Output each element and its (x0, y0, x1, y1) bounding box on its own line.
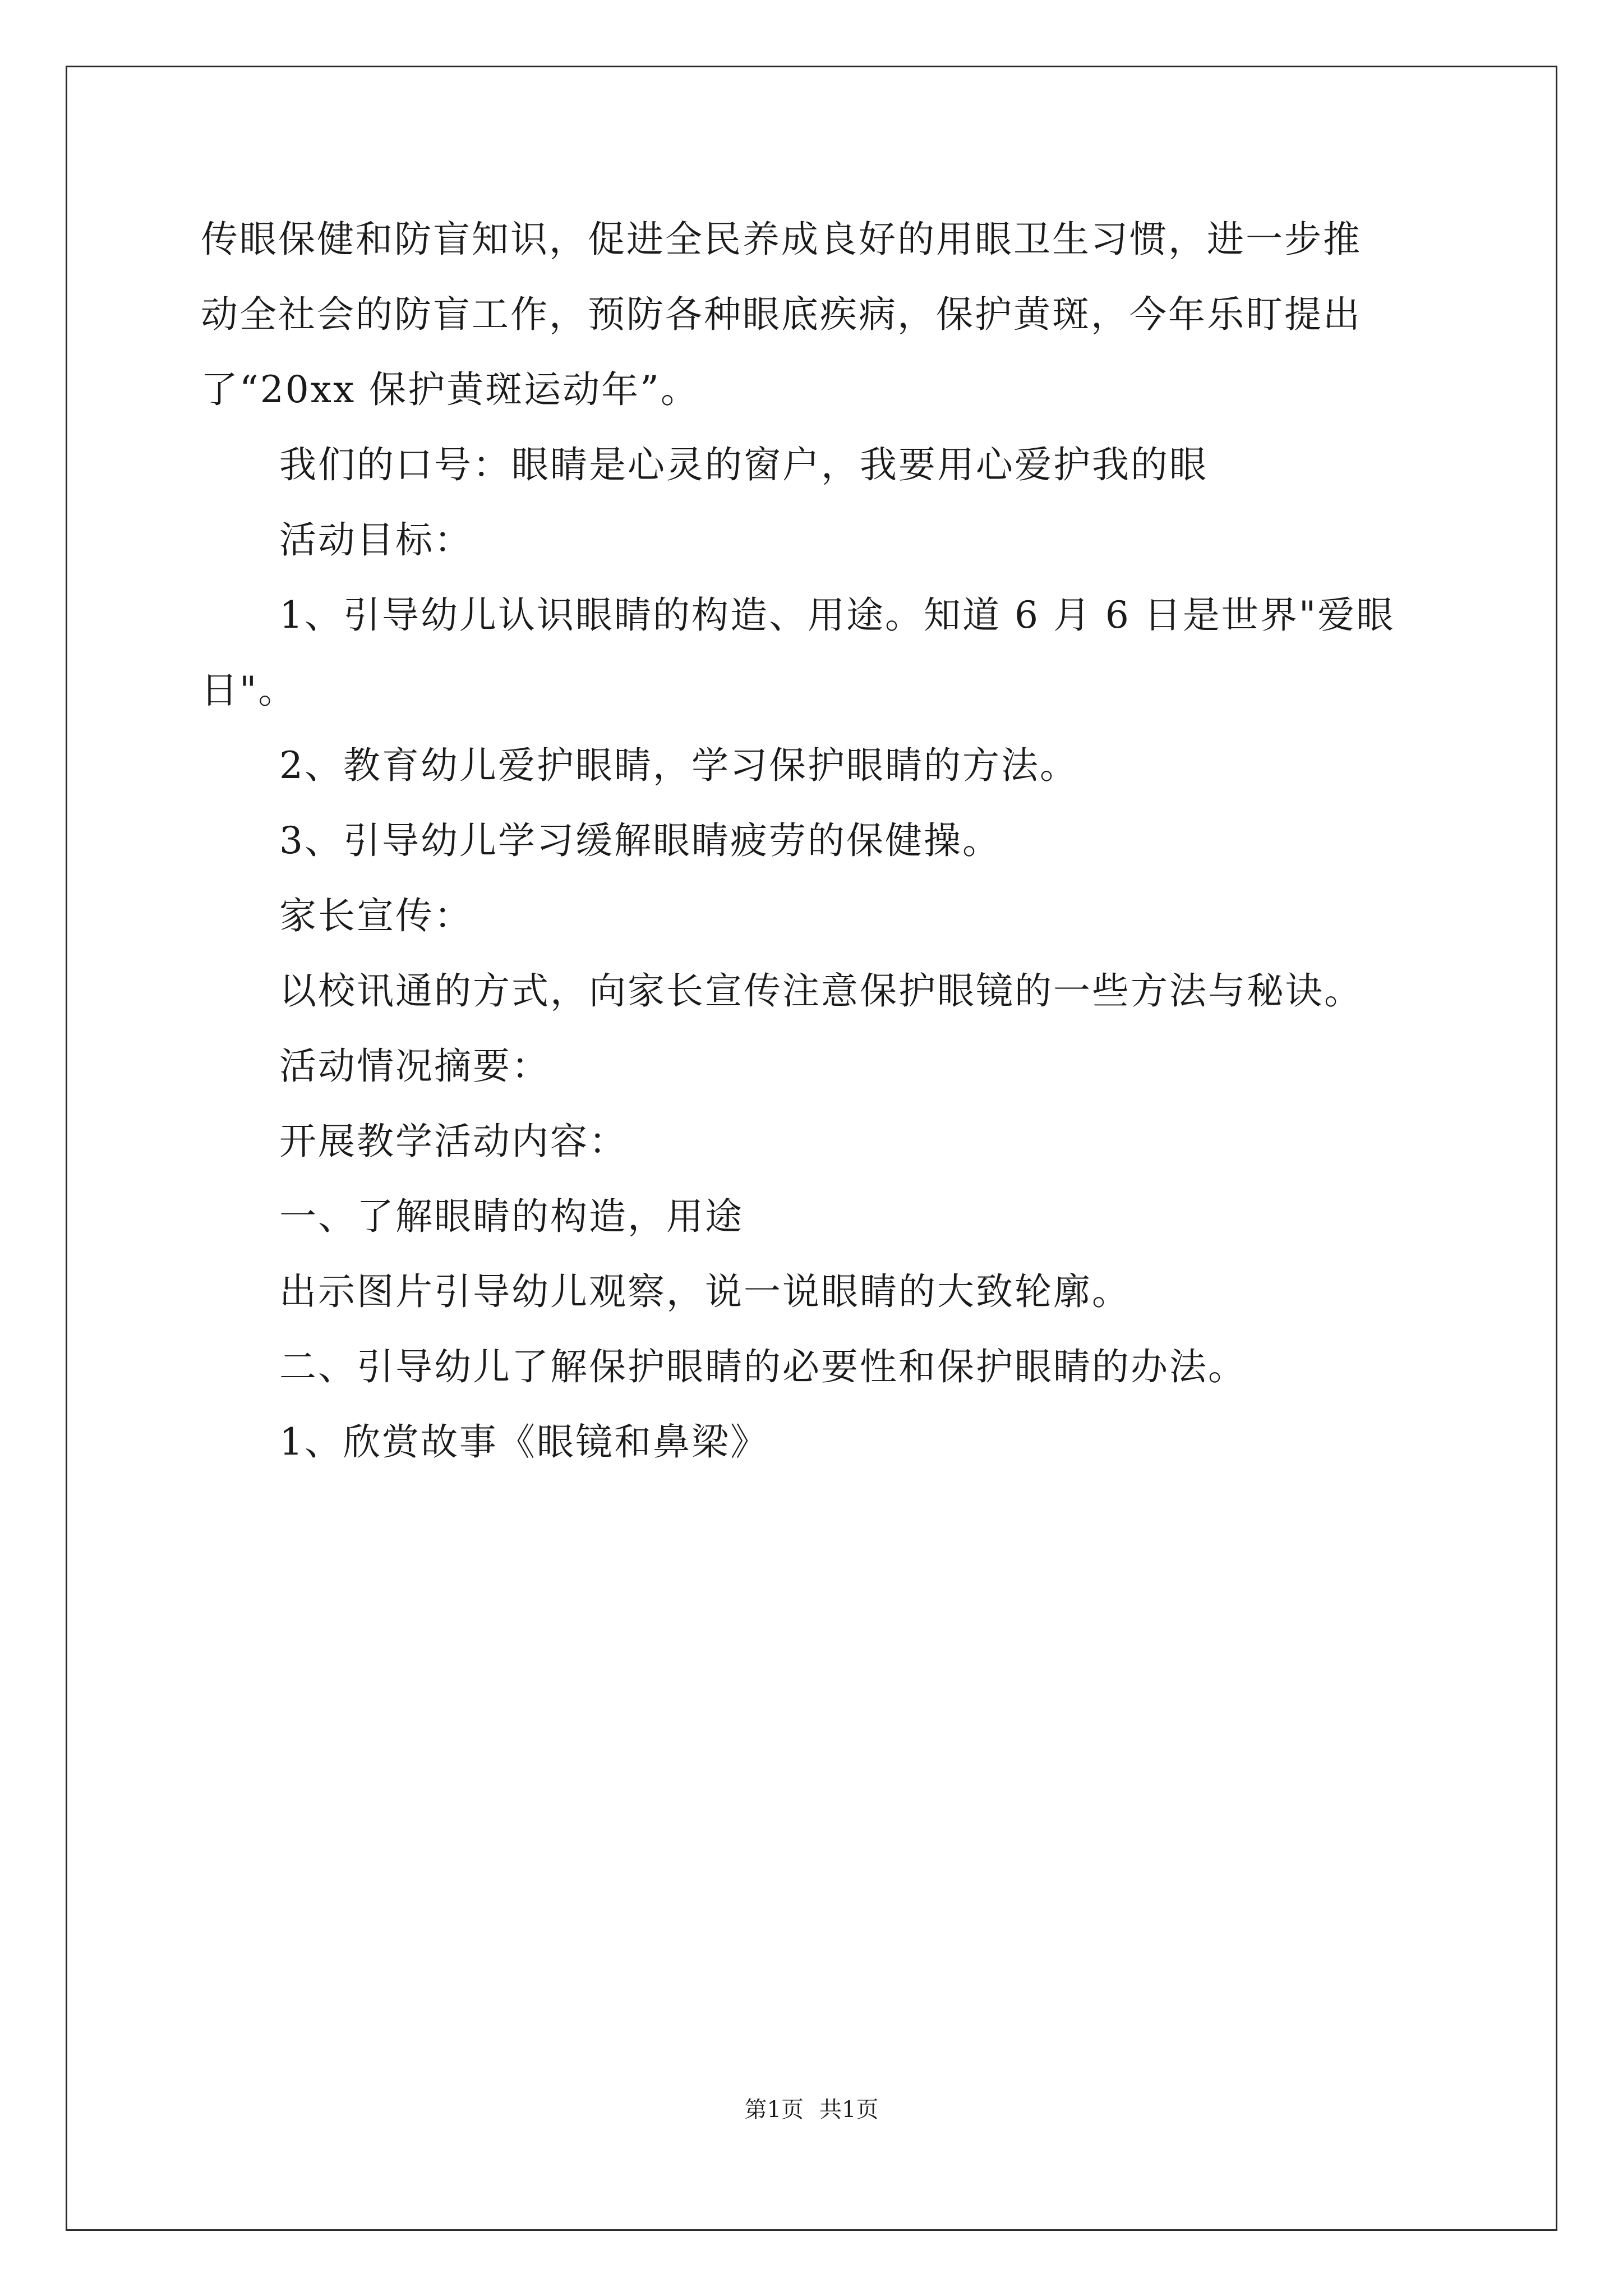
section-heading-parents: 家长宣传： (279, 894, 473, 937)
paragraph-line: 传眼保健和防盲知识，促进全民养成良好的用眼卫生习惯，进一步推 (201, 218, 1362, 261)
paragraph-line: 动全社会的防盲工作，预防各种眼底疾病，保护黄斑，今年乐盯提出 (201, 293, 1362, 336)
goal-item-3: 3、引导幼儿学习缓解眼睛疲劳的保健操。 (279, 819, 1001, 862)
section-heading-activities: 开展教学活动内容： (279, 1120, 628, 1163)
section-heading-summary: 活动情况摘要： (279, 1045, 550, 1088)
parents-paragraph: 以校讯通的方式，向家长宣传注意保护眼镜的一些方法与秘诀。 (279, 969, 1363, 1013)
section-heading-goals: 活动目标： (279, 518, 473, 562)
page-number-total: 共1页 (819, 2097, 879, 2123)
activity-step-1-detail: 出示图片引导幼儿观察，说一说眼睛的大致轮廓。 (279, 1270, 1131, 1313)
activity-step-2-item-1: 1、欣赏故事《眼镜和鼻梁》 (279, 1420, 769, 1464)
goal-item-1-continued: 日"。 (201, 669, 297, 712)
paragraph-line: 了“20xx 保护黄斑运动年”。 (201, 368, 699, 411)
goal-item-2: 2、教育幼儿爱护眼睛，学习保护眼睛的方法。 (279, 744, 1078, 787)
activity-step-1: 一、了解眼睛的构造，用途 (279, 1195, 744, 1238)
page-footer (0, 2096, 1623, 2124)
document-body (201, 202, 1435, 1480)
slogan-line: 我们的口号：眼睛是心灵的窗户，我要用心爱护我的眼 (279, 443, 1208, 486)
page-number-current: 第1页 (744, 2097, 804, 2123)
goal-item-1: 1、引导幼儿认识眼睛的构造、用途。知道 6 月 6 日是世界"爱眼 (279, 593, 1395, 637)
activity-step-2: 二、引导幼儿了解保护眼睛的必要性和保护眼睛的办法。 (279, 1345, 1247, 1388)
